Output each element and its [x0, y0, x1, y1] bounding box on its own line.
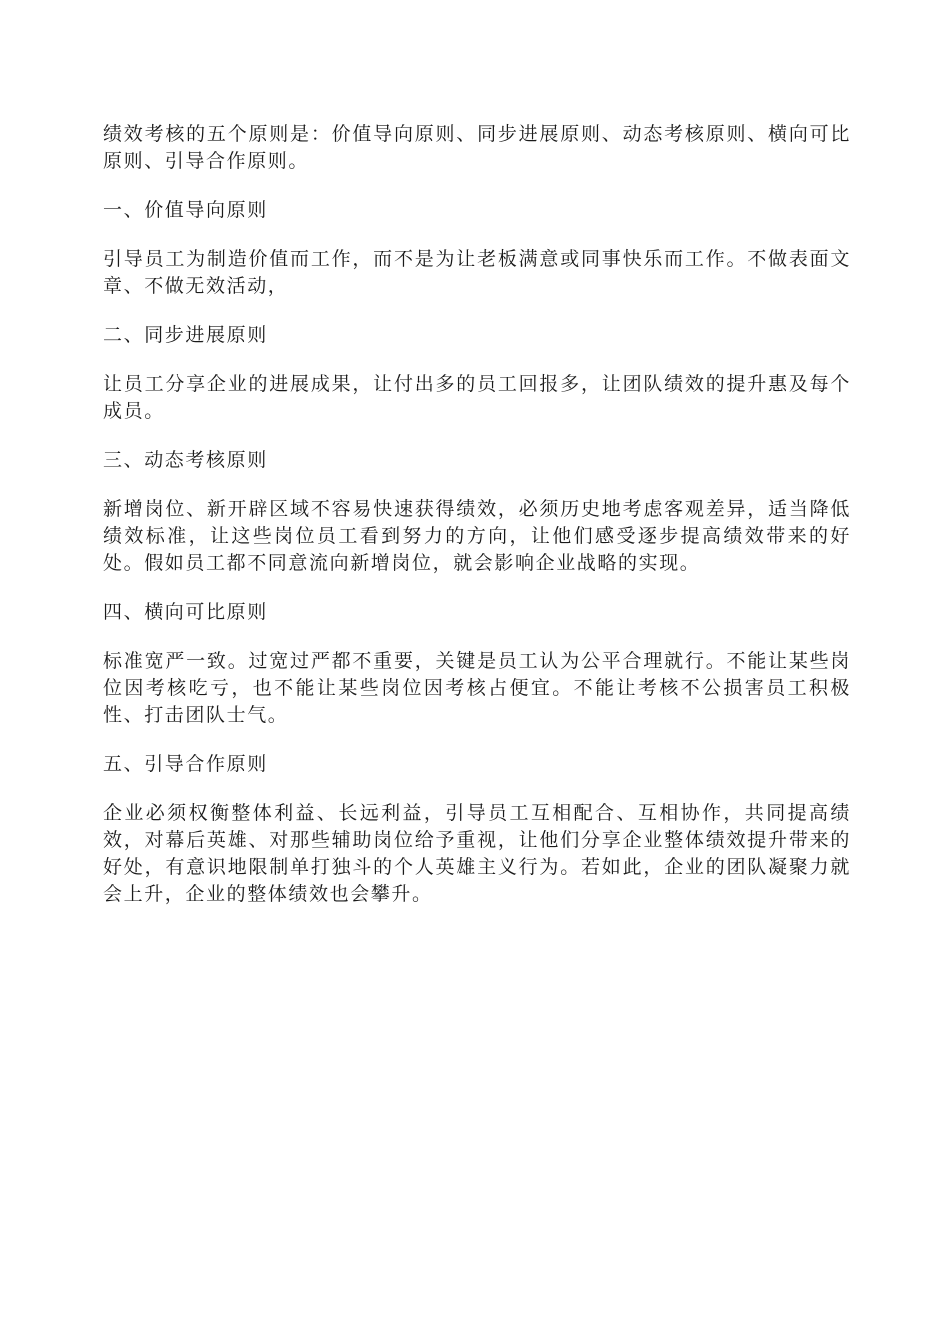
section-body-3: 新增岗位、新开辟区域不容易快速获得绩效，必须历史地考虑客观差异，适当降低绩效标准，让这些岗位员工看到努力的方向，让他们感受逐步提高绩效带来的好处。假如员工都不同意流向新增岗位，就会影响企业战略的实现。 [103, 498, 851, 574]
section-body-4: 标准宽严一致。过宽过严都不重要，关键是员工认为公平合理就行。不能让某些岗位因考核吃亏，也不能让某些岗位因考核占便宜。不能让考核不公损害员工积极性、打击团队士气。 [103, 650, 851, 726]
section-heading-3: 三、动态考核原则 [103, 449, 268, 471]
section-body-5: 企业必须权衡整体利益、长远利益，引导员工互相配合、互相协作，共同提高绩效，对幕后英雄、对那些辅助岗位给予重视，让他们分享企业整体绩效提升带来的好处，有意识地限制单打独斗的个人英雄主义行为。若如此，企业的团队凝聚力就会上升，企业的整体绩效也会攀升。 [103, 802, 851, 905]
section-body-2: 让员工分享企业的进展成果，让付出多的员工回报多，让团队绩效的提升惠及每个成员。 [103, 373, 851, 422]
section-heading-2: 二、同步进展原则 [103, 324, 268, 346]
section-heading-5: 五、引导合作原则 [103, 753, 268, 775]
section-heading-1: 一、价值导向原则 [103, 199, 268, 221]
section-body-1: 引导员工为制造价值而工作，而不是为让老板满意或同事快乐而工作。不做表面文章、不做无效活动， [103, 248, 851, 297]
document-body [103, 121, 851, 930]
intro-paragraph: 绩效考核的五个原则是：价值导向原则、同步进展原则、动态考核原则、横向可比原则、引导合作原则。 [103, 123, 851, 172]
section-heading-4: 四、横向可比原则 [103, 601, 268, 623]
